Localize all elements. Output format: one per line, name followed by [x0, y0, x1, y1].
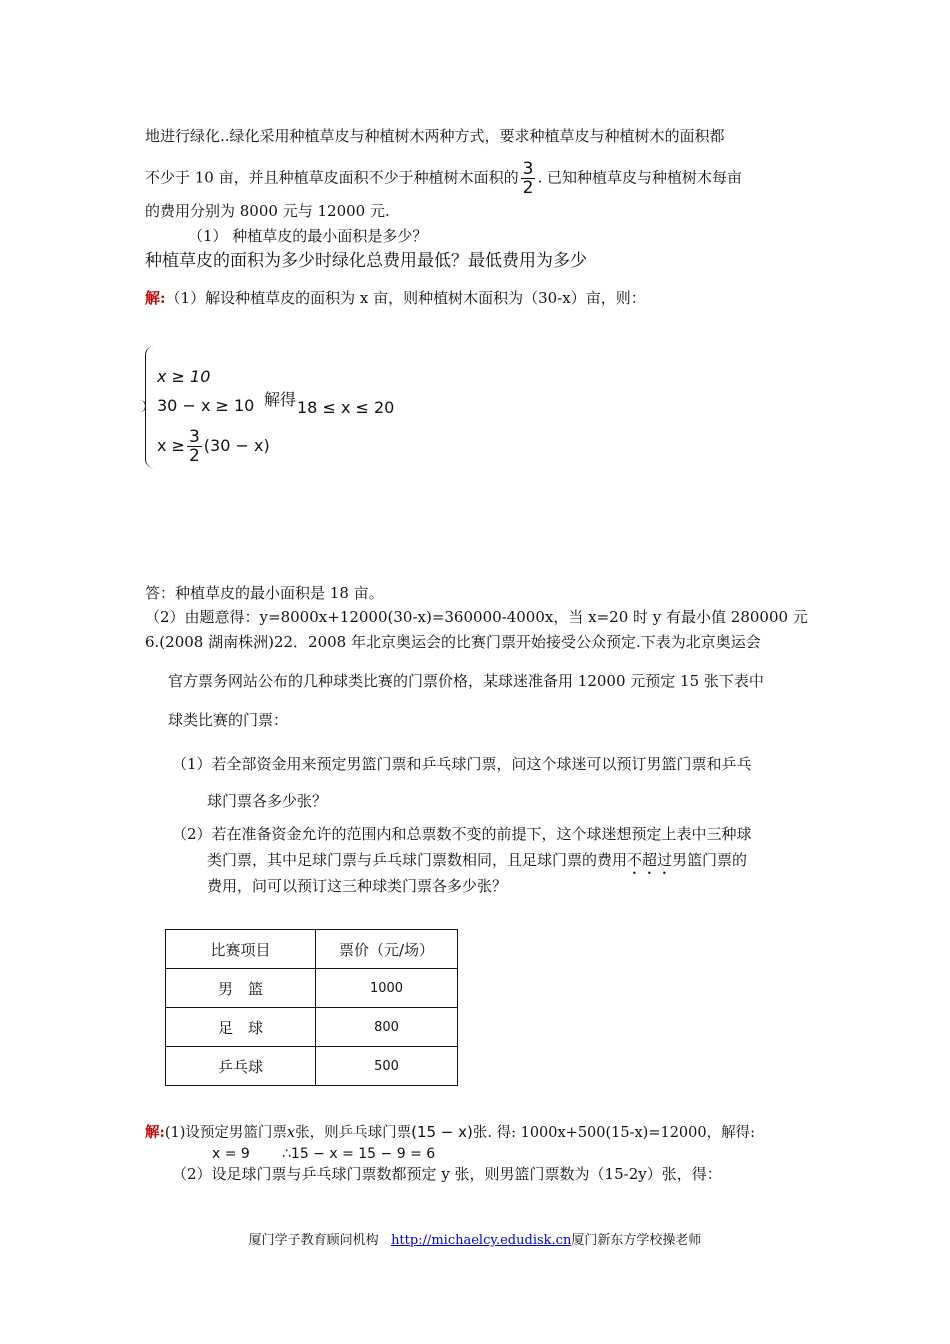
footer-org: 厦门学子教育顾问机构 — [248, 1233, 379, 1248]
fraction-inequality-3 — [187, 428, 202, 465]
q2-text-pre: 类门票，其中足球门票与乒乓球门票数相同，且足球门票的费用 — [207, 851, 628, 869]
inequality-2: 30 − x ≥ 10 — [157, 396, 255, 415]
q2-emphasis-text: 不超过 — [627, 851, 673, 869]
problem-6-line-1: 6.(2008 湖南株洲)22．2008 年北京奥运会的比赛门票开始接受公众预定.下表为北京奥运会 — [145, 633, 761, 651]
problem-6-line-2: 官方票务网站公布的几种球类比赛的门票价格，某球迷准备用 12000 元预定 15 张下表中 — [168, 672, 764, 690]
solution-6-x-value: x = 9 — [212, 1146, 250, 1162]
solution-6-therefore: ∴15 − x = 15 − 9 = 6 — [282, 1146, 436, 1162]
table-cell-price: 500 — [316, 1047, 458, 1086]
fraction-three-halves — [521, 160, 536, 197]
inequality-3 — [157, 424, 270, 468]
problem-6-q2-line-3: 费用，问可以预订这三种球类门票各多少张？ — [207, 877, 508, 895]
problem-line-2b: . 已知种植草皮与种植树木每亩 — [537, 168, 743, 187]
inequality-3-lhs: x ≥ — [157, 436, 185, 455]
question-2: 种植草皮的面积为多少时绿化总费用最低？最低费用为多少 — [145, 251, 587, 271]
fraction-denominator: 2 — [188, 446, 200, 466]
solution-1-text: （1）解设种植草皮的面积为 x 亩，则种植树木面积为（30-x）亩，则： — [165, 289, 646, 307]
fraction-denominator: 2 — [522, 178, 534, 198]
table-header-row — [166, 930, 458, 969]
solution-6-text-a: (1)设预定男篮门票 — [164, 1125, 287, 1141]
solved-range: 18 ≤ x ≤ 20 — [297, 398, 395, 417]
table-cell-event: 乒乓球 — [166, 1047, 316, 1086]
solved-label: 解得 — [264, 390, 297, 409]
problem-line-2 — [145, 160, 742, 197]
page-footer — [0, 1229, 950, 1248]
solution-6-var: x — [286, 1125, 296, 1141]
problem-6-q1-line-1: （1）若全部资金用来预定男篮门票和乒乓球门票，问这个球迷可以预订男篮门票和乒乓 — [172, 755, 752, 773]
table-row — [166, 1047, 458, 1086]
fraction-numerator: 3 — [522, 159, 534, 179]
problem-line-2a: 不少于 10 亩，并且种植草皮面积不少于种植树木面积的 — [145, 168, 519, 187]
problem-line-1: 地进行绿化..绿化采用种植草皮与种植树木两种方式，要求种植草皮与种植树木的面积都 — [145, 127, 725, 145]
solution-1-line — [145, 287, 646, 309]
system-brace — [145, 346, 154, 468]
solution-6-text-c: 张. 得: 1000x+500(15-x)=12000，解得: — [472, 1125, 755, 1141]
table-cell-price: 1000 — [316, 969, 458, 1008]
table-row — [166, 1008, 458, 1047]
solution-6-part-2: （2）设足球门票与乒乓球门票数都预定 y 张，则男篮门票数为（15-2y）张，得： — [172, 1165, 722, 1183]
problem-line-3: 的费用分别为 8000 元与 12000 元. — [145, 202, 390, 220]
footer-link[interactable]: http://michaelcy.edudisk.cn — [391, 1233, 572, 1248]
solution-6-line-1 — [145, 1121, 755, 1144]
fraction-numerator: 3 — [188, 427, 200, 447]
question-1: （1） 种植草皮的最小面积是多少？ — [188, 227, 428, 245]
answer-1: 答：种植草皮的最小面积是 18 亩。 — [145, 584, 384, 602]
table-cell-event: 足 球 — [166, 1008, 316, 1047]
table-cell-price: 800 — [316, 1008, 458, 1047]
problem-6-q2-line-1: （2）若在准备资金允许的范围内和总票数不变的前提下，这个球迷想预定上表中三种球 — [172, 825, 752, 843]
q2-text-post: 男篮门票的 — [672, 851, 748, 869]
inequality-1: x ≥ 10 — [157, 367, 211, 386]
problem-6-q2-line-2 — [207, 849, 747, 878]
solution-part-2: （2）由题意得：y=8000x+12000(30-x)=360000-4000x，当 x=20 时 y 有最小值 280000 元 — [145, 608, 808, 626]
footer-author: 厦门新东方学校操老师 — [571, 1233, 702, 1248]
table-header-cell: 比赛项目 — [166, 930, 316, 969]
problem-6-q1-line-2: 球门票各多少张？ — [207, 792, 328, 810]
table-header-cell: 票价（元/场） — [316, 930, 458, 969]
ticket-price-table — [165, 929, 458, 1086]
solution-6-expr: (15 − x) — [411, 1123, 473, 1141]
table-cell-event: 男 篮 — [166, 969, 316, 1008]
solution-label: 解: — [145, 289, 166, 307]
problem-6-line-3: 球类比赛的门票： — [168, 711, 289, 729]
inequality-3-rhs: (30 − x) — [203, 436, 270, 455]
solution-6-text-b: 张，则乒乓球门票 — [295, 1125, 412, 1141]
table-row — [166, 969, 458, 1008]
solution-label: 解: — [145, 1124, 165, 1141]
